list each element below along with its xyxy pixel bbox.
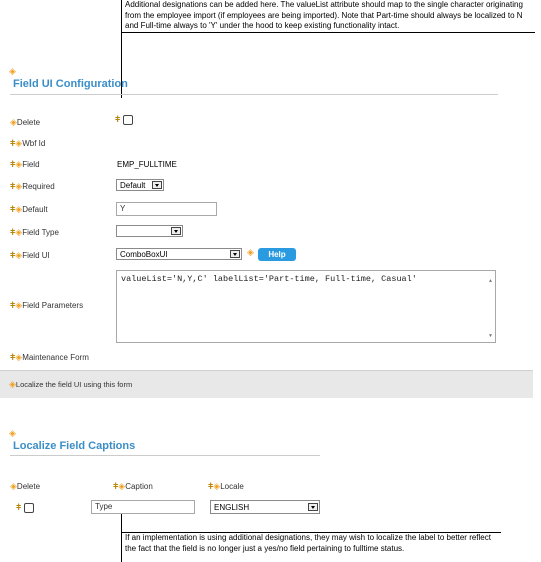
diamond-icon: ◈ [15, 352, 23, 362]
diamond-icon: ◈ [213, 481, 221, 491]
chevron-down-icon [152, 181, 162, 189]
diamond-icon: ◈ [15, 138, 23, 148]
localize-delete-checkbox[interactable] [24, 503, 34, 513]
key-icon: ǂ [10, 352, 16, 362]
section-divider [10, 94, 498, 95]
diamond-icon: ◈ [15, 181, 23, 191]
default-label: ǂ◈Default [10, 204, 48, 214]
scroll-up-icon[interactable]: ▲ [488, 278, 492, 284]
chevron-down-icon [171, 227, 181, 235]
locale-header: ǂ◈Locale [208, 481, 244, 491]
field-ui-select[interactable]: ComboBoxUI [116, 248, 242, 260]
field-value: EMP_FULLTIME [117, 160, 177, 169]
annotation-callout-top: Additional designations can be added here. The valueList attribute should map to the single character originating from the employee import (if employees are being imported). Note that Part-time should always be localized to N and Full-time always to 'Y' under the hood to keep existing functionality intact. [121, 0, 535, 33]
maintenance-form-label: ǂ◈Maintenance Form [10, 352, 89, 362]
field-ui-configuration-title: Field UI Configuration [13, 78, 128, 90]
callout-leader-line-bottom [121, 514, 122, 532]
caption-header: ǂ◈Caption [113, 481, 153, 491]
diamond-icon: ◈ [15, 250, 23, 260]
diamond-icon: ◈ [10, 117, 17, 127]
diamond-icon: ◈ [9, 379, 16, 389]
key-icon: ǂ [113, 481, 119, 491]
help-button[interactable]: Help [258, 248, 296, 261]
field-type-select[interactable] [116, 225, 183, 237]
diamond-icon: ◈ [10, 481, 17, 491]
banner-text: ◈Localize the field UI using this form [9, 379, 133, 389]
field-type-label: ǂ◈Field Type [10, 227, 59, 237]
key-icon: ǂ [10, 159, 16, 169]
field-parameters-label: ǂ◈Field Parameters [10, 300, 84, 310]
section-diamond-icon: ◈ [9, 428, 16, 438]
annotation-callout-bottom: If an implementation is using additional designations, they may wish to localize the label to better reflect the fact that the field is no longer just a yes/no field pertaining to fulltime status. [121, 532, 501, 562]
chevron-down-icon [308, 503, 318, 511]
key-icon: ǂ [10, 250, 16, 260]
key-icon: ǂ [10, 181, 16, 191]
section-divider [10, 455, 320, 456]
diamond-icon: ◈ [15, 227, 23, 237]
required-label: ǂ◈Required [10, 181, 55, 191]
required-select[interactable]: Default [116, 179, 164, 191]
diamond-icon: ◈ [118, 481, 126, 491]
key-icon: ǂ [208, 481, 214, 491]
key-icon: ǂ [115, 114, 121, 124]
wbf-id-label: ǂ◈Wbf Id [10, 138, 46, 148]
chevron-down-icon [230, 250, 240, 258]
diamond-icon: ◈ [247, 247, 254, 257]
field-parameters-textarea[interactable]: valueList='N,Y,C' labelList='Part-time, Full-time, Casual' ▲ ▼ [116, 270, 496, 343]
caption-input[interactable]: Type [91, 500, 195, 514]
localize-field-captions-title: Localize Field Captions [13, 440, 136, 452]
field-label: ǂ◈Field [10, 159, 40, 169]
delete-checkbox[interactable] [123, 115, 133, 125]
locale-select[interactable]: ENGLISH [210, 500, 320, 514]
localize-delete-header: ◈Delete [10, 481, 41, 491]
key-icon: ǂ [10, 138, 16, 148]
key-icon: ǂ [16, 502, 22, 512]
localize-row-delete [16, 502, 34, 513]
section-diamond-icon: ◈ [9, 66, 16, 76]
delete-label: ◈Delete [10, 117, 41, 127]
diamond-icon: ◈ [15, 204, 23, 214]
field-ui-label: ǂ◈Field UI [10, 250, 50, 260]
delete-field-control [115, 114, 133, 125]
scroll-down-icon[interactable]: ▼ [488, 333, 492, 339]
key-icon: ǂ [10, 204, 16, 214]
diamond-icon: ◈ [15, 300, 23, 310]
default-input[interactable]: Y [116, 202, 217, 216]
diamond-icon: ◈ [15, 159, 23, 169]
key-icon: ǂ [10, 300, 16, 310]
key-icon: ǂ [10, 227, 16, 237]
info-banner [0, 370, 533, 398]
